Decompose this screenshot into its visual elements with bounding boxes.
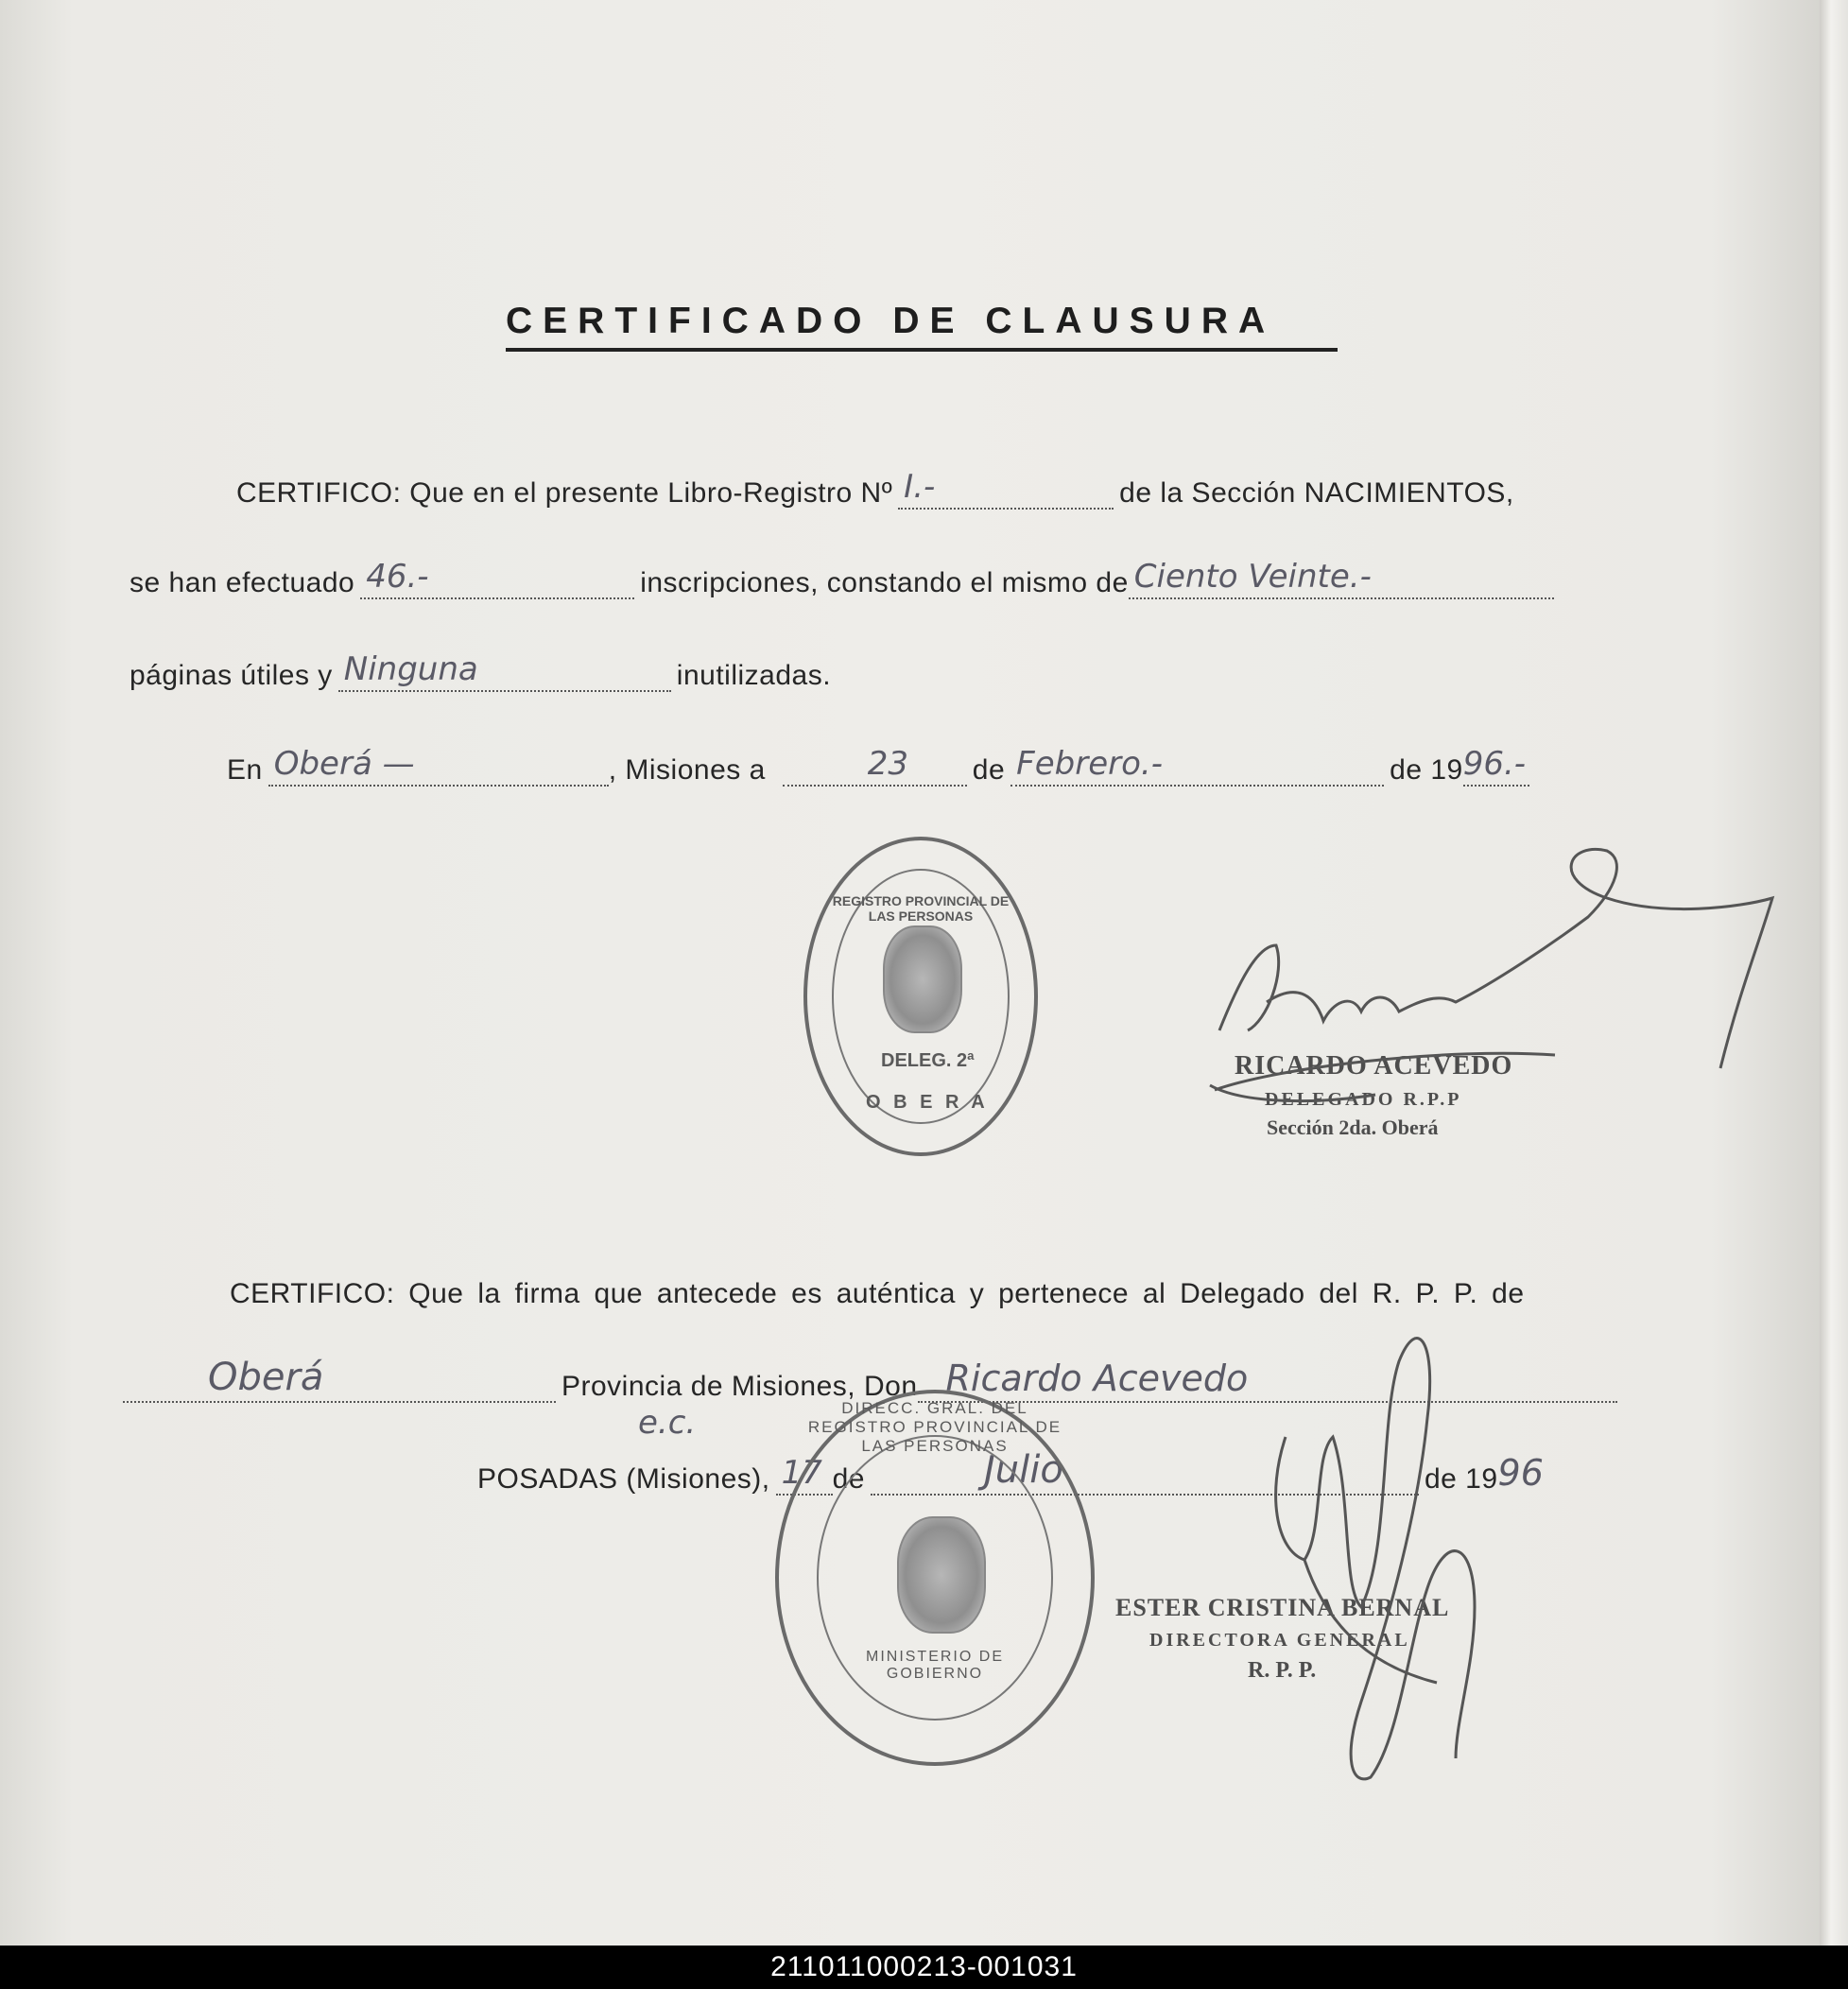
p1-line-2 <box>130 558 1560 599</box>
p2-line-2-text-a: Provincia de Misiones, Don <box>561 1371 918 1402</box>
stamp2-text-inner: MINISTERIO DE GOBIERNO <box>865 1649 1004 1682</box>
p1-line-3-text-a: páginas útiles y <box>130 660 333 691</box>
p2-line-3-text-c: de 19 <box>1424 1463 1498 1495</box>
officer1-office: Sección 2da. Oberá <box>1267 1116 1439 1139</box>
p1-line-4-text-d: de 19 <box>1390 754 1463 786</box>
place-field <box>268 745 609 787</box>
signature-ester-cristina-bernal <box>1248 1305 1531 1796</box>
day-handwritten: 23 <box>867 745 909 783</box>
p1-line-4-text-a: En <box>227 754 263 786</box>
year-handwritten: 96.- <box>1462 745 1527 783</box>
officer2-role: DIRECTORA GENERAL <box>1149 1630 1410 1651</box>
officer1-role: DELEGADO R.P.P <box>1265 1089 1462 1110</box>
page-edge <box>1820 0 1848 1946</box>
inutilizadas-count-handwritten: Ninguna <box>343 650 478 688</box>
p2-place-field <box>123 1356 556 1403</box>
p2-line-3-text-a: POSADAS (Misiones), <box>477 1463 770 1495</box>
p1-line-4-text-c: de <box>972 754 1006 786</box>
officer2-name: ESTER CRISTINA BERNAL <box>1115 1594 1450 1621</box>
day-field <box>783 745 967 787</box>
p1-line-3-text-b: inutilizadas. <box>676 660 832 691</box>
p2-month-handwritten: Julio <box>983 1448 1063 1492</box>
paginas-count-field <box>1129 558 1554 599</box>
p2-day-handwritten: 17 <box>781 1454 822 1492</box>
p2-name-handwritten: Ricardo Acevedo <box>945 1358 1249 1399</box>
stamp1-text-mid: DELEG. 2ª <box>881 1050 975 1071</box>
inscripciones-count-field <box>360 558 634 599</box>
footer-id: 211011000213-001031 <box>770 1951 1078 1982</box>
p1-line-3 <box>130 650 832 692</box>
footer-id-bar <box>0 1946 1848 1989</box>
p1-line-1 <box>236 468 1514 510</box>
officer1-name: RICARDO ACEVEDO <box>1235 1051 1513 1081</box>
officer1-strike-mark <box>1205 1047 1564 1104</box>
officer2-office: R. P. P. <box>1248 1658 1317 1683</box>
p1-line-4-text-b: , Misiones a <box>608 754 766 786</box>
p2-line-1-text: CERTIFICO: Que la firma que antecede es auténtica y pertenece al Delegado del R. P. P. de <box>230 1278 1525 1309</box>
month-field <box>1010 745 1384 787</box>
coat-of-arms-icon <box>897 1516 986 1634</box>
registro-provincial-stamp <box>803 837 1038 1156</box>
stamp1-text-bottom: O B E R A <box>866 1092 989 1113</box>
paginas-count-handwritten: Ciento Veinte.- <box>1133 558 1372 596</box>
p1-line-1-text-a: CERTIFICO: Que en el presente Libro-Registro Nº <box>236 477 893 509</box>
document-title: CERTIFICADO DE CLAUSURA <box>506 301 1338 352</box>
p1-line-2-text-b: inscripciones, constando el mismo de <box>640 567 1129 598</box>
p2-place-handwritten: Oberá <box>208 1356 324 1399</box>
p2-line-3-text-b: de <box>832 1463 865 1495</box>
stamp2-text-ring: DIRECC. GRAL. DEL REGISTRO PROVINCIAL DE LAS PERSONAS <box>807 1399 1062 1455</box>
p1-line-1-text-b: de la Sección NACIMIENTOS, <box>1119 477 1514 509</box>
year-field <box>1462 745 1529 787</box>
inscripciones-count-handwritten: 46.- <box>366 558 429 596</box>
registro-number-field <box>898 468 1114 510</box>
place-handwritten: Oberá — <box>273 745 415 783</box>
p2-name-extra-handwritten: e.c. <box>638 1404 697 1442</box>
coat-of-arms-icon <box>883 925 962 1033</box>
registro-number-handwritten: I.- <box>904 468 936 506</box>
stamp1-text-top: REGISTRO PROVINCIAL DE LAS PERSONAS <box>832 893 1010 924</box>
p1-line-2-text-a: se han efectuado <box>130 567 355 598</box>
month-handwritten: Febrero.- <box>1016 745 1163 783</box>
p1-line-4 <box>227 745 1535 787</box>
direccion-general-stamp <box>775 1390 1095 1766</box>
p2-year-handwritten: 96 <box>1497 1452 1544 1494</box>
inutilizadas-count-field <box>338 650 671 692</box>
